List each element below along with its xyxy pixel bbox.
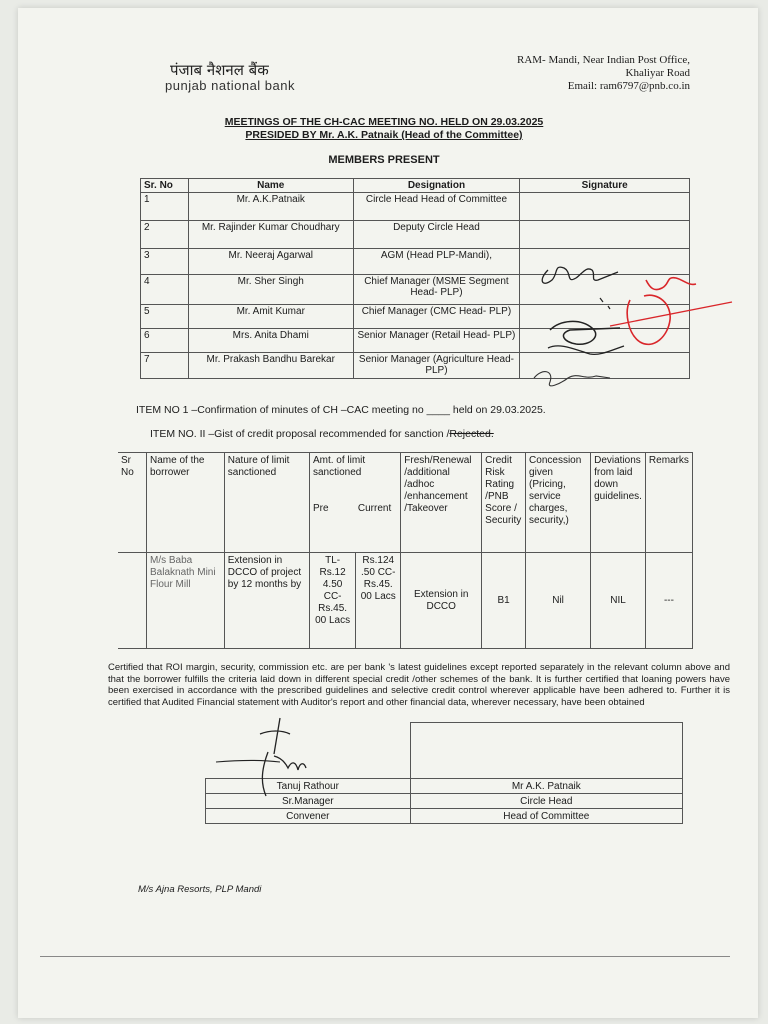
member-sr: 4	[141, 275, 189, 305]
item-1: ITEM NO 1 –Confirmation of minutes of CH –CAC meeting no ____ held on 29.03.2025.	[136, 404, 546, 416]
col-amount	[309, 453, 400, 553]
col-current: Current	[357, 503, 392, 514]
col-pre: Pre	[312, 503, 329, 514]
member-designation: Senior Manager (Retail Head- PLP)	[353, 329, 520, 353]
bank-logo-hindi: पंजाब नैशनल बैंक	[170, 61, 269, 79]
item-2-struck: Rejected.	[449, 428, 494, 440]
left-signatory-name: Tanuj Rathour	[206, 779, 411, 794]
col-signature: Signature	[520, 179, 690, 193]
proposal-sr	[118, 553, 147, 649]
member-signature	[520, 193, 690, 221]
proposal-fresh: Extension in DCCO	[401, 553, 482, 649]
item-2-text: ITEM NO. II –Gist of credit proposal recommended for sanction /	[150, 428, 450, 440]
col-name: Name	[188, 179, 353, 193]
address-line-1: RAM- Mandi, Near Indian Post Office,	[516, 54, 690, 66]
member-designation: Chief Manager (MSME Segment Head- PLP)	[353, 275, 520, 305]
proposal-header-row	[118, 453, 693, 553]
proposal-row	[118, 553, 693, 649]
left-signatory-title: Convener	[206, 809, 411, 824]
member-signature	[520, 221, 690, 249]
meeting-title: MEETINGS OF THE CH-CAC MEETING NO. HELD ON 29.03.2025	[224, 116, 544, 128]
member-designation: Deputy Circle Head	[353, 221, 520, 249]
left-signatory-role: Sr.Manager	[206, 794, 411, 809]
member-designation: Circle Head Head of Committee	[353, 193, 520, 221]
address-line-3: Email: ram6797@pnb.co.in	[567, 80, 690, 92]
divider-line	[40, 956, 730, 957]
certification-text: Certified that ROI margin, security, commission etc. are per bank 's latest guidelines except reported separately in the relevant column above and that the borrower fulfills the criteria laid down in different special credit /other schemes of the bank. It is further certified that loaning powers have been exercised in accordance with the prescribed guidelines and selective credit control wherever applicable have been adhered to. Further it is certified that Audited Financial statement with Auditor's report and other financial data, wherever necessary, have been obtained	[108, 662, 730, 708]
col-remarks: Remarks	[645, 453, 692, 553]
col-amount-label: Amt. of limit sanctioned	[312, 455, 366, 478]
right-signatory-name: Mr A.K. Patnaik	[410, 779, 682, 794]
proposal-deviation: NIL	[591, 553, 646, 649]
col-designation: Designation	[353, 179, 520, 193]
proposal-concession: Nil	[526, 553, 591, 649]
member-name: Mrs. Anita Dhami	[188, 329, 353, 353]
members-heading: MEMBERS PRESENT	[328, 154, 440, 166]
member-sr: 7	[141, 353, 189, 379]
branch-address	[517, 54, 690, 93]
col-deviation: Deviations from laid down guidelines.	[591, 453, 646, 553]
member-row	[141, 193, 690, 221]
proposal-rating: B1	[482, 553, 526, 649]
col-fresh: Fresh/Renewal /additional /adhoc /enhancement /Takeover	[401, 453, 482, 553]
signatory-row	[206, 809, 683, 824]
member-sr: 6	[141, 329, 189, 353]
member-designation: Chief Manager (CMC Head- PLP)	[353, 305, 520, 329]
member-sr: 3	[141, 249, 189, 275]
col-sr: Sr No	[118, 453, 147, 553]
footer-note: M/s Ajna Resorts, PLP Mandi	[138, 884, 262, 895]
member-sr: 2	[141, 221, 189, 249]
member-name: Mr. Amit Kumar	[188, 305, 353, 329]
member-name: Mr. Neeraj Agarwal	[188, 249, 353, 275]
member-sr: 5	[141, 305, 189, 329]
col-sr: Sr. No	[141, 179, 189, 193]
signature-space-right	[410, 723, 682, 779]
convener-signature	[210, 712, 320, 802]
proposal-nature: Extension in DCCO of project by 12 months by	[224, 553, 309, 649]
proposal-borrower: M/s Baba Balaknath Mini Flour Mill	[147, 553, 225, 649]
member-row	[141, 221, 690, 249]
meeting-presided: PRESIDED BY Mr. A.K. Patnaik (Head of the Committee)	[245, 129, 523, 141]
col-concession: Concession given (Pricing, service charges, security,)	[526, 453, 591, 553]
handwritten-signatures	[520, 250, 750, 400]
proposal-pre: TL- Rs.12 4.50 CC- Rs.45. 00 Lacs	[309, 553, 355, 649]
col-borrower: Name of the borrower	[147, 453, 225, 553]
col-rating: Credit Risk Rating /PNB Score / Security	[482, 453, 526, 553]
right-signatory-role: Circle Head	[410, 794, 682, 809]
item-2	[150, 428, 494, 440]
member-name: Mr. Rajinder Kumar Choudhary	[188, 221, 353, 249]
member-designation: Senior Manager (Agriculture Head- PLP)	[353, 353, 520, 379]
right-signatory-title: Head of Committee	[410, 809, 682, 824]
member-name: Mr. Prakash Bandhu Barekar	[188, 353, 353, 379]
address-line-2: Khaliyar Road	[625, 67, 690, 79]
member-name: Mr. A.K.Patnaik	[188, 193, 353, 221]
proposal-current: Rs.124 .50 CC- Rs.45. 00 Lacs	[356, 553, 401, 649]
bank-logo-english: punjab national bank	[165, 78, 295, 93]
proposal-table	[118, 452, 693, 649]
col-nature: Nature of limit sanctioned	[224, 453, 309, 553]
member-designation: AGM (Head PLP-Mandi),	[353, 249, 520, 275]
proposal-remarks: ---	[645, 553, 692, 649]
member-sr: 1	[141, 193, 189, 221]
member-name: Mr. Sher Singh	[188, 275, 353, 305]
